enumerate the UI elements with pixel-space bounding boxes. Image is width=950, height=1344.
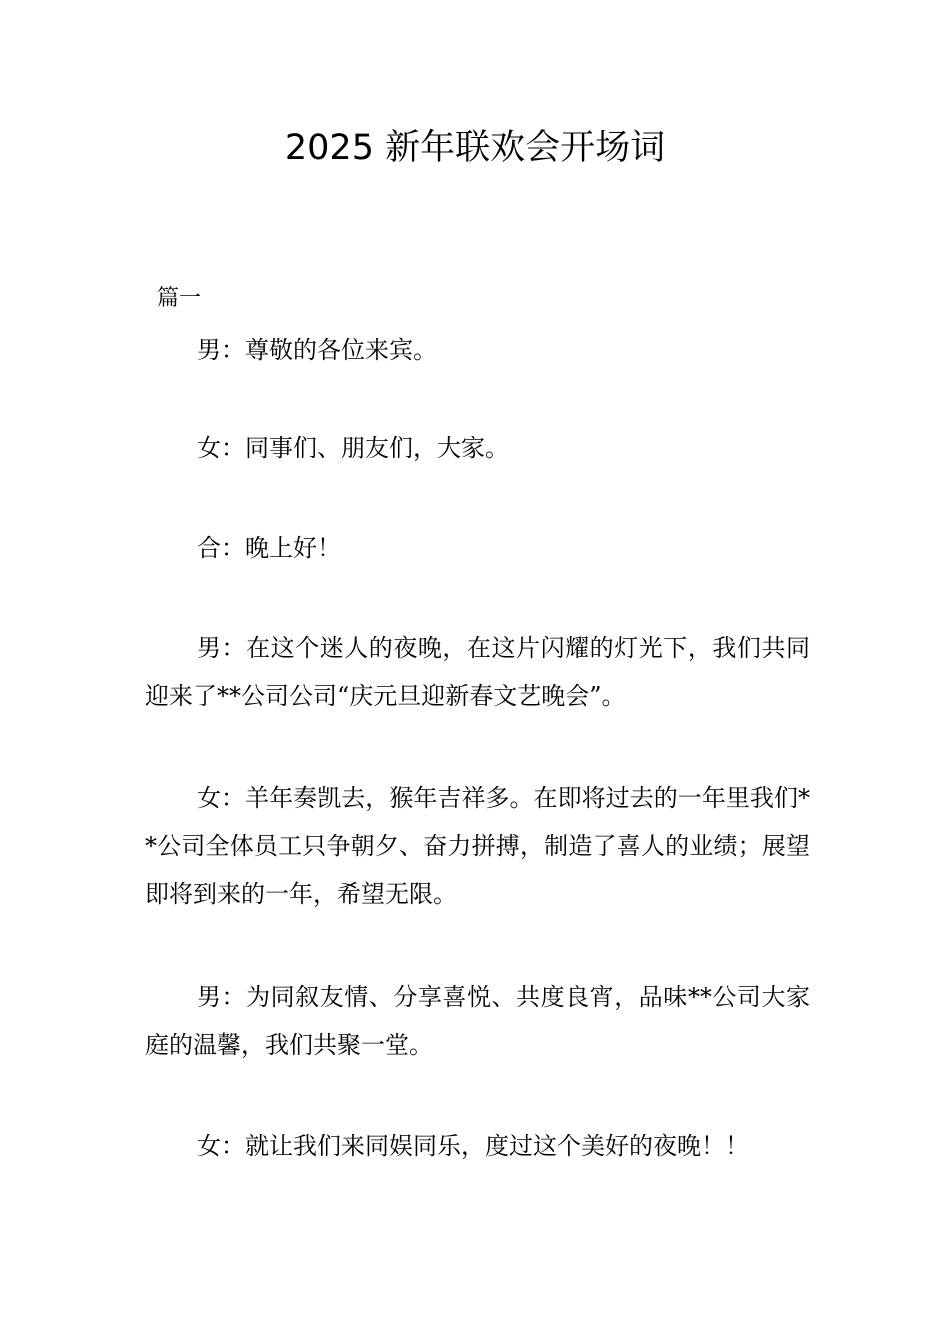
paragraph: 男：尊敬的各位来宾。: [197, 336, 437, 364]
paragraph: 女：就让我们来同娱同乐，度过这个美好的夜晚！！: [197, 1132, 749, 1160]
paragraph: 合：晚上好！: [197, 534, 341, 562]
section-label: 篇一: [157, 286, 202, 311]
paragraph: 女：同事们、朋友们，大家。: [197, 434, 509, 462]
document-title: 2025 新年联欢会开场词: [284, 128, 666, 168]
paragraph: 女：羊年奏凯去，猴年吉祥多。在即将过去的一年里我们**公司全体员工只争朝夕、奋力拼搏，制造了喜人的业绩；展望即将到来的一年，希望无限。: [145, 784, 810, 908]
paragraph: 男：为同叙友情、分享喜悦、共度良宵，品味**公司大家庭的温馨，我们共聚一堂。: [145, 983, 810, 1059]
paragraph: 男：在这个迷人的夜晚，在这片闪耀的灯光下，我们共同迎来了**公司公司“庆元旦迎新春文艺晚会”。: [145, 634, 810, 710]
